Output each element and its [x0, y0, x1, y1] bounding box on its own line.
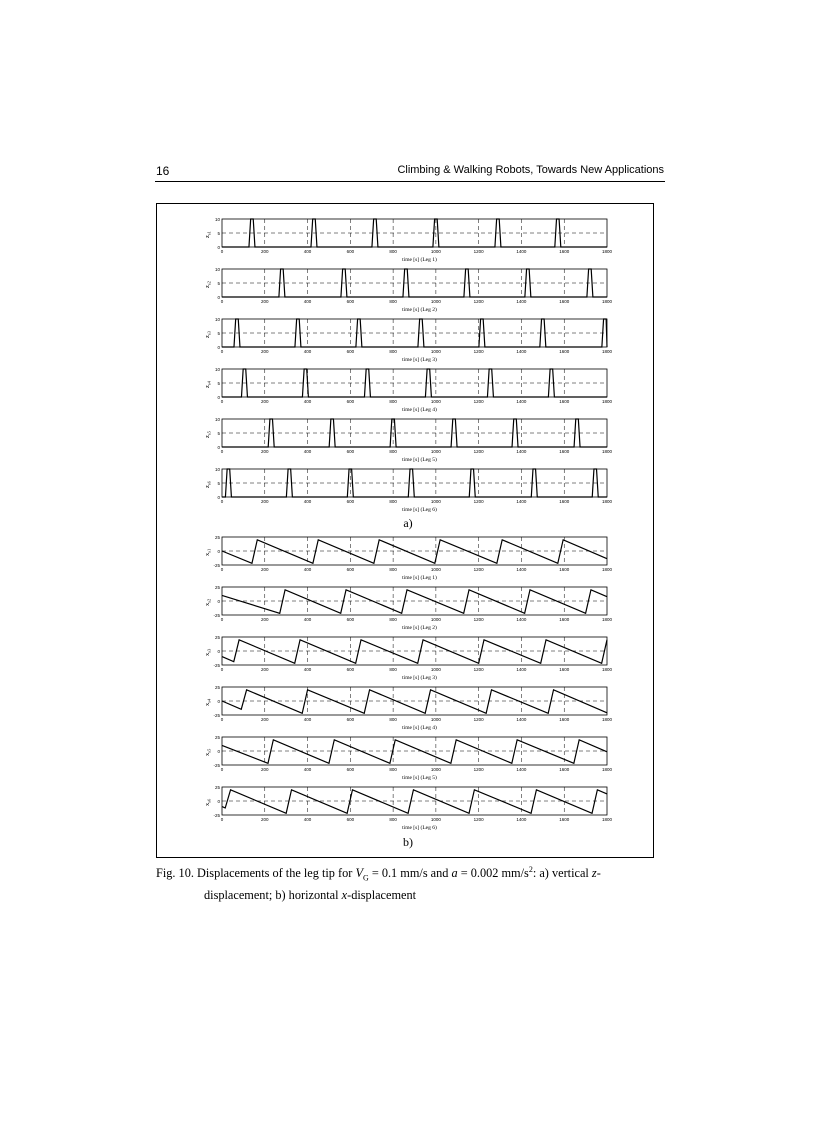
panel-b-leg3-xtick-label: 1600	[559, 667, 570, 672]
panel-a-leg4-xtick-label: 600	[346, 399, 355, 404]
panel-b-leg5-xtick-label: 1600	[559, 767, 570, 772]
panel-b-leg5-xtick-label: 200	[261, 767, 269, 772]
panel-b-leg5-xtick-label: 800	[389, 767, 397, 772]
panel-a-leg3-xtick-label: 0	[220, 349, 224, 354]
panel-b-leg6-xtick-label: 1200	[473, 817, 484, 822]
panel-a-leg1-xtick-label: 0	[220, 249, 224, 254]
panel-a-leg2-ytick-label: 5	[217, 281, 220, 286]
panel-a-leg2-ylabel: $z_{s2}$	[204, 281, 212, 288]
panel-a-leg6-xtick-label: 200	[261, 499, 269, 504]
panel-b-leg1-xtick-label: 1400	[516, 567, 527, 572]
panel-a-leg1-ytick-label: 10	[214, 217, 220, 222]
panel-a-leg4-xtick-label: 1200	[473, 399, 484, 404]
panel-a-leg3-xtick-label: 1400	[516, 349, 527, 354]
panel-a-leg2-xtick-label: 1200	[473, 299, 484, 304]
panel-a-leg2-xtick-label: 1600	[559, 299, 570, 304]
panel-b-leg1-xtick-label: 800	[389, 567, 397, 572]
panel-b-leg6-xlabel: time [s] (Leg 6)	[402, 825, 437, 831]
panel-b-leg2-xtick-label: 1000	[430, 617, 441, 622]
panel-b-leg6-xtick-label: 1000	[430, 817, 441, 822]
panel-a-leg4-ytick-label: 5	[217, 381, 220, 386]
panel-b-leg5-xtick-label: 1800	[601, 767, 613, 772]
panel-a-leg1-ylabel: $z_{s1}$	[204, 231, 212, 238]
panel-b-leg2-ytick-label: -25	[213, 613, 220, 618]
panel-b-leg5-xtick-label: 1400	[516, 767, 527, 772]
panel-b-leg4-xtick-label: 1400	[516, 717, 527, 722]
panel-a-leg3-xtick-label: 600	[346, 349, 355, 354]
caption-line2-tail: -displacement	[347, 887, 417, 902]
panel-b-leg4-xtick-label: 1600	[559, 717, 570, 722]
panel-b-leg4-xtick-label: 400	[303, 717, 312, 722]
caption-line2	[156, 887, 656, 903]
panel-a-leg1-xlabel: time [s] (Leg 1)	[402, 257, 437, 263]
panel-a-leg2-ytick-label: 10	[214, 267, 220, 272]
panel-b-leg3-xlabel: time [s] (Leg 3)	[402, 675, 437, 681]
panel-a-leg3-xtick-label: 800	[389, 349, 397, 354]
panel-a-leg3-xlabel: time [s] (Leg 3)	[402, 357, 437, 363]
panel-b-leg5-xtick-label: 1000	[430, 767, 441, 772]
panel-a-leg5-xtick-label: 1800	[601, 449, 613, 454]
panel-b-leg6-ytick-label: 0	[217, 799, 220, 804]
panel-a-leg4-ylabel: $z_{s4}$	[204, 381, 212, 388]
panel-a-leg6-xtick-label: 1200	[473, 499, 484, 504]
panel-b-leg4-series-line	[222, 690, 607, 714]
panel-b-leg1-series-line	[222, 540, 607, 564]
panel-b-leg3-ytick-label: 0	[217, 649, 220, 654]
panel-a-leg2-xlabel: time [s] (Leg 2)	[402, 307, 437, 313]
panel-b-leg1-ylabel: $x_{s1}$	[204, 548, 212, 556]
panel-b-leg1-xtick-label: 1600	[559, 567, 570, 572]
panel-a-leg5-xtick-label: 600	[346, 449, 355, 454]
panel-b-leg6-series-line	[222, 790, 607, 814]
panel-a-leg2-xtick-label: 1800	[601, 299, 613, 304]
panel-a-leg3-xtick-label: 1200	[473, 349, 484, 354]
panel-a-leg5-ytick-label: 10	[214, 417, 220, 422]
caption-line2-lead: displacement; b) horizontal	[204, 887, 342, 902]
panel-b-leg3-ytick-label: -25	[213, 663, 220, 668]
panel-b-leg1-xtick-label: 200	[261, 567, 269, 572]
panel-b-leg1-xtick-label: 400	[303, 567, 312, 572]
figure-caption	[156, 862, 656, 903]
panel-b-leg1-xtick-label: 1200	[473, 567, 484, 572]
panel-b-leg5-ytick-label: -25	[213, 763, 220, 768]
panel-b-leg1-xtick-label: 600	[346, 567, 355, 572]
panel-a-leg1-xtick-label: 800	[389, 249, 397, 254]
caption-x-symbol: x	[341, 887, 348, 902]
panel-a-leg2-xtick-label: 800	[389, 299, 397, 304]
panel-a-leg6-xtick-label: 1000	[430, 499, 441, 504]
panel-a-leg5-xtick-label: 1000	[430, 449, 441, 454]
panel-b-leg2-xtick-label: 800	[389, 617, 397, 622]
panel-b-leg4-xtick-label: 800	[389, 717, 397, 722]
panel-b-leg5-ytick-label: 0	[217, 749, 220, 754]
panel-a-leg5-xtick-label: 400	[303, 449, 312, 454]
panel-b-leg6-ylabel: $x_{s6}$	[204, 798, 212, 806]
panel-b-leg5-ytick-label: 25	[214, 735, 220, 740]
panel-b-leg6-xtick-label: 1800	[601, 817, 613, 822]
caption-z-symbol: z	[591, 866, 597, 881]
caption-lead: Fig. 10. Displacements of the leg tip for	[156, 866, 356, 881]
panel-b-leg3-series-line	[222, 640, 607, 664]
panel-b-leg3-xtick-label: 800	[389, 667, 397, 672]
panel-b-leg1-xtick-label: 0	[220, 567, 224, 572]
panel-a-leg5-xtick-label: 1200	[473, 449, 484, 454]
panel-b-leg2-xlabel: time [s] (Leg 2)	[402, 625, 437, 631]
caption-mid1: = 0.1 mm/s and	[368, 866, 452, 881]
panel-b-leg6-xtick-label: 1600	[559, 817, 570, 822]
panel-a-leg1-xtick-label: 1000	[430, 249, 441, 254]
panel-b-leg3-xtick-label: 600	[346, 667, 355, 672]
panel-b-leg6-xtick-label: 600	[346, 817, 355, 822]
panel-a-leg4-ytick-label: 0	[217, 395, 220, 400]
caption-mid2: = 0.002 mm/s	[457, 866, 529, 881]
panel-b-leg5-series-line	[222, 740, 607, 764]
panel-b-leg4-xtick-label: 1800	[601, 717, 613, 722]
panel-b-leg6-xtick-label: 400	[303, 817, 312, 822]
panel-a-leg3-xtick-label: 1000	[430, 349, 441, 354]
panel-b-leg1-xtick-label: 1800	[601, 567, 613, 572]
panel-a-leg4-xtick-label: 1800	[601, 399, 613, 404]
caption-dash: -	[596, 866, 601, 881]
panel-a-leg2-xtick-label: 600	[346, 299, 355, 304]
panel-a-leg4-xtick-label: 1000	[430, 399, 441, 404]
panel-b-leg1-ytick-label: -25	[213, 563, 220, 568]
panel-a-leg6-xtick-label: 1400	[516, 499, 527, 504]
panel-a-leg2-xtick-label: 1400	[516, 299, 527, 304]
panel-b-leg5-xtick-label: 1200	[473, 767, 484, 772]
panel-b-leg3-xtick-label: 1200	[473, 667, 484, 672]
panel-a-leg2-ytick-label: 0	[217, 295, 220, 300]
panel-b-leg5-xlabel: time [s] (Leg 5)	[402, 775, 437, 781]
panel-b-leg6-xtick-label: 1400	[516, 817, 527, 822]
page-number: 16	[156, 164, 170, 178]
panel-b-leg6-ytick-label: -25	[213, 813, 220, 818]
panel-a-leg3-xtick-label: 1800	[601, 349, 613, 354]
panel-b-leg2-xtick-label: 1400	[516, 617, 527, 622]
panel-b-leg4-xtick-label: 200	[261, 717, 269, 722]
panel-a-leg2-xtick-label: 400	[303, 299, 312, 304]
panel-b-leg5-xtick-label: 600	[346, 767, 355, 772]
caption-a-symbol: a	[451, 866, 458, 881]
panel-a-leg6-xtick-label: 800	[389, 499, 397, 504]
panel-a-leg5-xtick-label: 1400	[516, 449, 527, 454]
panel-a-leg3-ytick-label: 0	[217, 345, 220, 350]
panel-b-leg5-ylabel: $x_{s5}$	[204, 748, 212, 756]
panel-a-leg6-ytick-label: 5	[217, 481, 220, 486]
panel-a-leg6-ytick-label: 10	[214, 467, 220, 472]
panel-b-leg4-xtick-label: 600	[346, 717, 355, 722]
panel-b-leg4-ytick-label: 25	[214, 685, 220, 690]
panel-b-leg5-xtick-label: 400	[303, 767, 312, 772]
panel-a-leg6-xtick-label: 0	[220, 499, 224, 504]
panel-b-leg3-ytick-label: 25	[214, 635, 220, 640]
panel-a-leg2-xtick-label: 0	[220, 299, 224, 304]
panel-a-leg5-ytick-label: 5	[217, 431, 220, 436]
panel-a-leg1-xtick-label: 1200	[473, 249, 484, 254]
panel-a-leg4-xlabel: time [s] (Leg 4)	[402, 407, 437, 413]
panel-a-leg4-xtick-label: 400	[303, 399, 312, 404]
panel-b-leg2-xtick-label: 0	[220, 617, 224, 622]
panel-a-leg5-ylabel: $z_{s5}$	[204, 431, 212, 438]
panel-b-leg1-xtick-label: 1000	[430, 567, 441, 572]
panel-a-leg5-xtick-label: 0	[220, 449, 224, 454]
panel-b-leg3-xtick-label: 400	[303, 667, 312, 672]
caption-vg-sub: G	[362, 873, 369, 883]
panel-b-leg2-xtick-label: 600	[346, 617, 355, 622]
panel-a-leg6-xtick-label: 1600	[559, 499, 570, 504]
panel-a-leg3-ytick-label: 5	[217, 331, 220, 336]
panel-b-leg3-xtick-label: 200	[261, 667, 269, 672]
panel-b-leg6-xtick-label: 200	[261, 817, 269, 822]
panel-a-leg1-ytick-label: 5	[217, 231, 220, 236]
panel-a-leg5-ytick-label: 0	[217, 445, 220, 450]
panel-a-leg4-xtick-label: 0	[220, 399, 224, 404]
panel-a-leg1-ytick-label: 0	[217, 245, 220, 250]
caption-vg-symbol: V	[355, 866, 363, 881]
panel-b-leg1-xlabel: time [s] (Leg 1)	[402, 575, 437, 581]
panel-b-leg2-ytick-label: 25	[214, 585, 220, 590]
panel-b-leg2-xtick-label: 1200	[473, 617, 484, 622]
panel-b-leg3-xtick-label: 0	[220, 667, 224, 672]
panel-b-leg3-xtick-label: 1800	[601, 667, 613, 672]
panel-b-leg4-ytick-label: -25	[213, 713, 220, 718]
panel-b-leg2-series-line	[222, 590, 607, 614]
panel-b-leg2-xtick-label: 1800	[601, 617, 613, 622]
panel-a-leg1-xtick-label: 600	[346, 249, 355, 254]
panel-a-leg2-xtick-label: 1000	[430, 299, 441, 304]
panel-b-label: b)	[403, 835, 413, 849]
panel-a-leg3-xtick-label: 1600	[559, 349, 570, 354]
panel-a-leg4-xtick-label: 1600	[559, 399, 570, 404]
panel-a-leg5-xtick-label: 800	[389, 449, 397, 454]
panel-b-leg5-xtick-label: 0	[220, 767, 224, 772]
panel-a-leg1-xtick-label: 1600	[559, 249, 570, 254]
panel-b-leg4-xlabel: time [s] (Leg 4)	[402, 725, 437, 731]
panel-b-leg2-xtick-label: 400	[303, 617, 312, 622]
panel-b-leg1-ytick-label: 25	[214, 535, 220, 540]
panel-a-leg4-ytick-label: 10	[214, 367, 220, 372]
running-title: Climbing & Walking Robots, Towards New Applications	[397, 164, 664, 176]
panel-a-leg6-ytick-label: 0	[217, 495, 220, 500]
panel-a-leg1-xtick-label: 200	[261, 249, 269, 254]
panel-b-leg4-xtick-label: 1000	[430, 717, 441, 722]
panel-b-leg2-xtick-label: 200	[261, 617, 269, 622]
panel-b-leg3-xtick-label: 1400	[516, 667, 527, 672]
panel-a-leg5-xlabel: time [s] (Leg 5)	[402, 457, 437, 463]
caption-sq: 2	[528, 865, 533, 874]
panel-b-leg3-xtick-label: 1000	[430, 667, 441, 672]
panel-a-leg3-xtick-label: 400	[303, 349, 312, 354]
panel-a-leg3-xtick-label: 200	[261, 349, 269, 354]
panel-a-leg5-xtick-label: 200	[261, 449, 269, 454]
panel-b-leg6-xtick-label: 800	[389, 817, 397, 822]
panel-b-leg2-ytick-label: 0	[217, 599, 220, 604]
panel-a-leg6-xtick-label: 400	[303, 499, 312, 504]
panel-a-leg1-xtick-label: 1800	[601, 249, 613, 254]
panel-a-leg2-xtick-label: 200	[261, 299, 269, 304]
panel-b-leg6-xtick-label: 0	[220, 817, 224, 822]
panel-a-leg3-ylabel: $z_{s3}$	[204, 331, 212, 338]
panel-a-label: a)	[403, 516, 413, 530]
panel-a-leg4-xtick-label: 1400	[516, 399, 527, 404]
panel-a-leg1-xtick-label: 1400	[516, 249, 527, 254]
panel-a-leg6-ylabel: $z_{s6}$	[204, 481, 212, 488]
panel-a-leg6-xtick-label: 600	[346, 499, 355, 504]
panel-a-leg4-xtick-label: 200	[261, 399, 269, 404]
panel-a-leg4-xtick-label: 800	[389, 399, 397, 404]
panel-b-leg4-xtick-label: 0	[220, 717, 224, 722]
panel-a-leg6-xlabel: time [s] (Leg 6)	[402, 507, 437, 513]
panel-a-leg1-xtick-label: 400	[303, 249, 312, 254]
panel-b-leg4-ylabel: $x_{s4}$	[204, 698, 212, 706]
panel-a-leg3-ytick-label: 10	[214, 317, 220, 322]
caption-mid3: : a) vertical	[532, 866, 592, 881]
panel-a-leg5-xtick-label: 1600	[559, 449, 570, 454]
panel-b-leg1-ytick-label: 0	[217, 549, 220, 554]
panel-b-leg4-ytick-label: 0	[217, 699, 220, 704]
panel-a-leg6-xtick-label: 1800	[601, 499, 613, 504]
panel-b-leg4-xtick-label: 1200	[473, 717, 484, 722]
panel-b-leg6-ytick-label: 25	[214, 785, 220, 790]
panel-b-leg2-xtick-label: 1600	[559, 617, 570, 622]
panel-b-leg2-ylabel: $x_{s2}$	[204, 598, 212, 606]
panel-b-leg3-ylabel: $x_{s3}$	[204, 648, 212, 656]
